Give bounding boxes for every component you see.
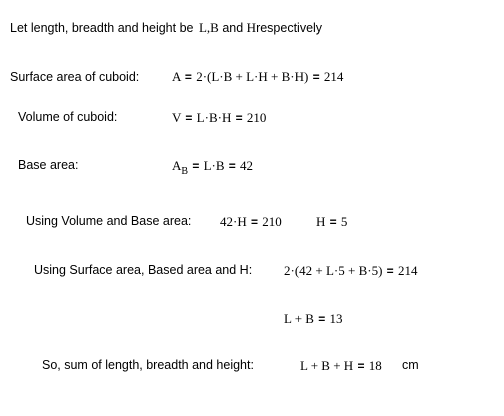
height-value: 5: [340, 214, 348, 229]
equals-sign: =: [318, 312, 326, 326]
sum-unit: cm: [402, 358, 419, 372]
base-area-equation: [172, 158, 253, 176]
equals-sign: =: [312, 70, 320, 84]
using-volume-label: Using Volume and Base area:: [26, 214, 192, 228]
equals-sign: =: [192, 159, 200, 173]
surface-lhs: A: [172, 69, 181, 84]
surface-area-equation: [172, 69, 343, 85]
using-surface-equation: [284, 263, 417, 279]
surface-area-label: Surface area of cuboid:: [10, 70, 140, 84]
volume-equation: [172, 110, 266, 126]
using-volume-lhs: 42·H: [220, 214, 247, 229]
sum-equation: [300, 358, 382, 374]
sum-label: So, sum of length, breadth and height:: [42, 358, 254, 372]
equals-sign: =: [228, 159, 236, 173]
intro-line: [10, 20, 322, 36]
base-area-label: Base area:: [18, 158, 79, 172]
volume-value: 210: [246, 110, 267, 125]
equals-sign: =: [329, 215, 337, 229]
equals-sign: =: [185, 111, 193, 125]
base-lhs-subscript: B: [181, 166, 189, 177]
lb-equation: [284, 311, 342, 327]
sum-value: 18: [368, 358, 382, 373]
base-rhs: L·B: [203, 158, 225, 173]
equals-sign: =: [235, 111, 243, 125]
lb-value: 13: [329, 311, 343, 326]
using-volume-equation: [220, 214, 282, 230]
equals-sign: =: [250, 215, 258, 229]
volume-rhs: L·B·H: [196, 110, 232, 125]
equals-sign: =: [386, 264, 394, 278]
intro-vars: L,B: [198, 20, 219, 35]
using-surface-label: Using Surface area, Based area and H:: [34, 263, 253, 277]
using-volume-rhs: 210: [262, 214, 282, 229]
equals-sign: =: [184, 70, 192, 84]
intro-prefix: Let length, breadth and height be: [10, 21, 194, 35]
surface-rhs: 2·(L·B + L·H + B·H): [196, 69, 309, 84]
using-surface-lhs: 2·(42 + L·5 + B·5): [284, 263, 383, 278]
sum-lhs: L + B + H: [300, 358, 354, 373]
base-lhs: A: [172, 158, 182, 173]
volume-lhs: V: [172, 110, 182, 125]
using-surface-rhs: 214: [397, 263, 418, 278]
height-equation: [316, 214, 347, 230]
lb-lhs: L + B: [284, 311, 314, 326]
equals-sign: =: [357, 359, 365, 373]
base-value: 42: [240, 158, 254, 173]
intro-and: and: [222, 21, 244, 35]
intro-h: H: [246, 20, 257, 35]
surface-value: 214: [323, 69, 344, 84]
intro-suffix: respectively: [256, 21, 323, 35]
height-lhs: H: [316, 214, 326, 229]
volume-label: Volume of cuboid:: [18, 110, 118, 124]
